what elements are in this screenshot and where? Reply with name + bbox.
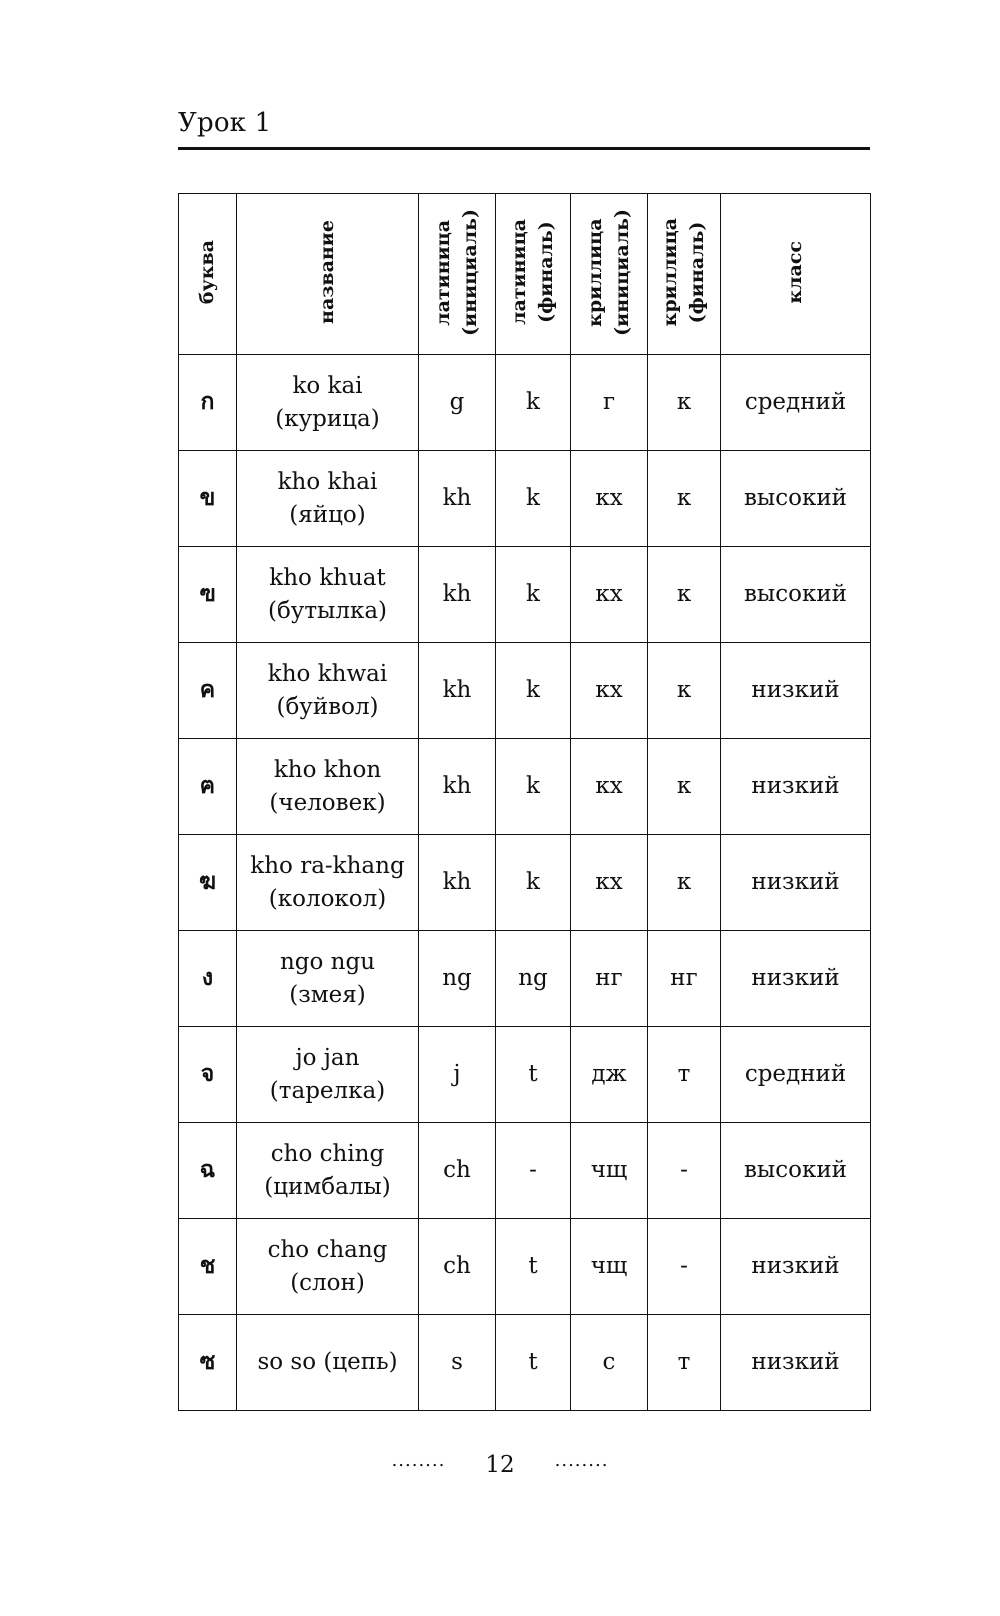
latin-final-cell: t [496,1219,571,1315]
cyrillic-final-cell: нг [648,931,721,1027]
name-cell: kho ra-khang (колокол) [237,835,419,931]
latin-final-cell: k [496,547,571,643]
page-footer [0,1449,1000,1478]
name-cell: ngo ngu (змея) [237,931,419,1027]
table-row [179,643,871,739]
cyrillic-initial-cell: кх [571,739,648,835]
latin-initial-cell: kh [419,643,496,739]
cyrillic-initial-cell: г [571,355,648,451]
cyrillic-final-cell: к [648,451,721,547]
latin-initial-cell: kh [419,835,496,931]
latin-initial-cell: ch [419,1123,496,1219]
latin-final-cell: k [496,835,571,931]
name-cell: kho khon (человек) [237,739,419,835]
table-row [179,547,871,643]
class-cell: высокий [721,547,871,643]
latin-final-cell: k [496,643,571,739]
name-cell: jo jan (тарелка) [237,1027,419,1123]
cyrillic-initial-cell: кх [571,643,648,739]
table-row [179,931,871,1027]
name-cell: kho khwai (буйвол) [237,643,419,739]
cyrillic-final-cell: т [648,1027,721,1123]
cyrillic-initial-cell: кх [571,547,648,643]
latin-initial-cell: j [419,1027,496,1123]
class-cell: низкий [721,835,871,931]
class-cell: низкий [721,1219,871,1315]
letter-cell: ค [179,643,237,739]
table-row [179,835,871,931]
cyrillic-final-cell: к [648,835,721,931]
letter-cell: ฆ [179,835,237,931]
latin-final-cell: k [496,355,571,451]
name-cell: so so (цепь) [237,1315,419,1411]
cyrillic-initial-cell: кх [571,451,648,547]
cyrillic-final-cell: - [648,1219,721,1315]
letter-cell: ข [179,451,237,547]
header-latin-initial-text: латиница (инициаль) [432,208,481,336]
latin-final-cell: t [496,1315,571,1411]
name-cell: ko kai (курица) [237,355,419,451]
table-header-row [179,194,871,355]
name-cell: cho ching (цимбалы) [237,1123,419,1219]
header-name [237,194,419,355]
latin-initial-cell: kh [419,739,496,835]
header-latin-final-text: латиница (финаль) [508,219,557,325]
letter-cell: ฉ [179,1123,237,1219]
letter-cell: ซ [179,1315,237,1411]
cyrillic-initial-cell: чщ [571,1123,648,1219]
table-row [179,1315,871,1411]
class-cell: низкий [721,931,871,1027]
class-cell: низкий [721,1315,871,1411]
table-row [179,739,871,835]
latin-initial-cell: g [419,355,496,451]
latin-final-cell: t [496,1027,571,1123]
alphabet-table [178,193,871,1411]
class-cell: средний [721,1027,871,1123]
cyrillic-final-cell: к [648,643,721,739]
letter-cell: ฃ [179,547,237,643]
page-number: 12 [485,1452,515,1478]
class-cell: высокий [721,451,871,547]
header-latin-initial [419,194,496,355]
class-cell: средний [721,355,871,451]
table-row [179,355,871,451]
cyrillic-final-cell: - [648,1123,721,1219]
lesson-title: Урок 1 [178,108,272,138]
header-letter-text: буква [196,239,218,305]
latin-initial-cell: kh [419,451,496,547]
letter-cell: ก [179,355,237,451]
latin-initial-cell: kh [419,547,496,643]
cyrillic-initial-cell: дж [571,1027,648,1123]
table-row [179,451,871,547]
letter-cell: จ [179,1027,237,1123]
cyrillic-final-cell: к [648,547,721,643]
class-cell: низкий [721,739,871,835]
cyrillic-initial-cell: кх [571,835,648,931]
letter-cell: ฅ [179,739,237,835]
cyrillic-initial-cell: нг [571,931,648,1027]
class-cell: низкий [721,643,871,739]
name-cell: cho chang (слон) [237,1219,419,1315]
header-cyrillic-initial-text: криллица (инициаль) [584,208,633,336]
latin-final-cell: k [496,451,571,547]
cyrillic-initial-cell: с [571,1315,648,1411]
header-cyrillic-initial [571,194,648,355]
class-cell: высокий [721,1123,871,1219]
table-row [179,1123,871,1219]
cyrillic-final-cell: к [648,355,721,451]
latin-initial-cell: ng [419,931,496,1027]
letter-cell: ช [179,1219,237,1315]
latin-final-cell: - [496,1123,571,1219]
footer-dots-left: ........ [391,1449,446,1471]
latin-initial-cell: s [419,1315,496,1411]
header-latin-final [496,194,571,355]
name-cell: kho khai (яйцо) [237,451,419,547]
header-letter [179,194,237,355]
table-row [179,1027,871,1123]
latin-initial-cell: ch [419,1219,496,1315]
cyrillic-initial-cell: чщ [571,1219,648,1315]
letter-cell: ง [179,931,237,1027]
header-rule [178,147,870,150]
header-class [721,194,871,355]
cyrillic-final-cell: к [648,739,721,835]
latin-final-cell: ng [496,931,571,1027]
header-cyrillic-final-text: криллица (финаль) [659,217,708,327]
name-cell: kho khuat (бутылка) [237,547,419,643]
header-cyrillic-final [648,194,721,355]
latin-final-cell: k [496,739,571,835]
header-class-text: класс [784,240,806,304]
header-name-text: название [316,220,338,324]
cyrillic-final-cell: т [648,1315,721,1411]
table-row [179,1219,871,1315]
footer-dots-right: ........ [554,1449,609,1471]
